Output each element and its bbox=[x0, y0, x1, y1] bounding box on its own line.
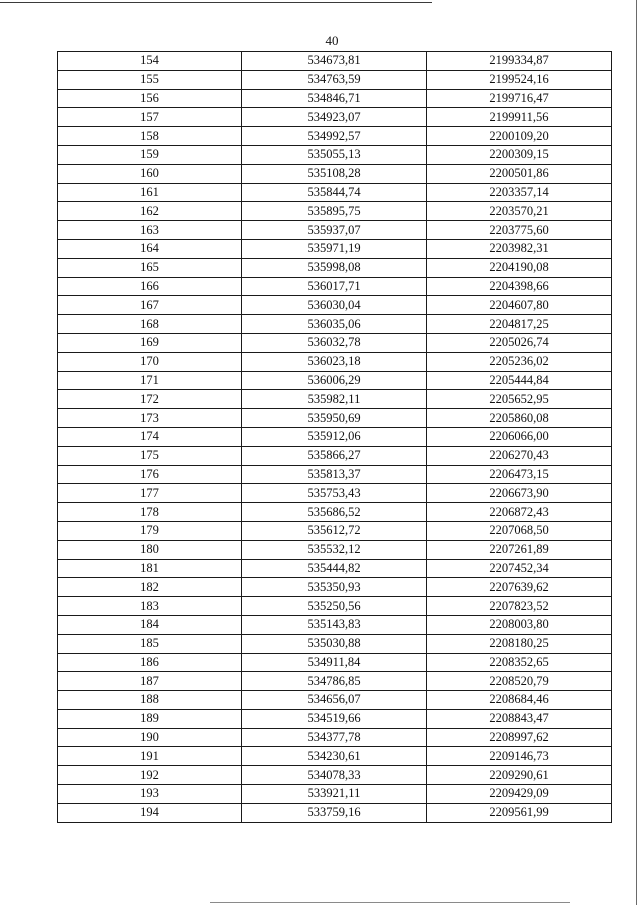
point-number-cell: 188 bbox=[58, 691, 242, 710]
x-coordinate-cell: 535895,75 bbox=[242, 202, 427, 221]
x-coordinate-cell: 535612,72 bbox=[242, 521, 427, 540]
point-number-cell: 170 bbox=[58, 352, 242, 371]
table-row bbox=[58, 127, 612, 146]
table-row bbox=[58, 597, 612, 616]
point-number-cell: 156 bbox=[58, 89, 242, 108]
x-coordinate-cell: 535982,11 bbox=[242, 390, 427, 409]
table-row bbox=[58, 540, 612, 559]
y-coordinate-cell: 2205652,95 bbox=[427, 390, 612, 409]
y-coordinate-cell: 2208684,46 bbox=[427, 691, 612, 710]
x-coordinate-cell: 536030,04 bbox=[242, 296, 427, 315]
table-row bbox=[58, 333, 612, 352]
point-number-cell: 176 bbox=[58, 465, 242, 484]
point-number-cell: 190 bbox=[58, 728, 242, 747]
x-coordinate-cell: 535532,12 bbox=[242, 540, 427, 559]
table-row bbox=[58, 427, 612, 446]
point-number-cell: 169 bbox=[58, 333, 242, 352]
y-coordinate-cell: 2205236,02 bbox=[427, 352, 612, 371]
x-coordinate-cell: 535971,19 bbox=[242, 239, 427, 258]
table-row bbox=[58, 202, 612, 221]
y-coordinate-cell: 2208352,65 bbox=[427, 653, 612, 672]
table-row bbox=[58, 183, 612, 202]
table-row bbox=[58, 709, 612, 728]
point-number-cell: 182 bbox=[58, 578, 242, 597]
point-number-cell: 191 bbox=[58, 747, 242, 766]
x-coordinate-cell: 534923,07 bbox=[242, 108, 427, 127]
y-coordinate-cell: 2204190,08 bbox=[427, 258, 612, 277]
table-row bbox=[58, 484, 612, 503]
coordinates-table-body bbox=[58, 52, 612, 823]
point-number-cell: 167 bbox=[58, 296, 242, 315]
table-row bbox=[58, 89, 612, 108]
point-number-cell: 166 bbox=[58, 277, 242, 296]
y-coordinate-cell: 2199716,47 bbox=[427, 89, 612, 108]
table-row bbox=[58, 691, 612, 710]
x-coordinate-cell: 535143,83 bbox=[242, 615, 427, 634]
table-row bbox=[58, 578, 612, 597]
x-coordinate-cell: 534992,57 bbox=[242, 127, 427, 146]
point-number-cell: 192 bbox=[58, 766, 242, 785]
table-row bbox=[58, 766, 612, 785]
x-coordinate-cell: 534519,66 bbox=[242, 709, 427, 728]
x-coordinate-cell: 535686,52 bbox=[242, 503, 427, 522]
table-row bbox=[58, 634, 612, 653]
y-coordinate-cell: 2199524,16 bbox=[427, 70, 612, 89]
y-coordinate-cell: 2200501,86 bbox=[427, 164, 612, 183]
y-coordinate-cell: 2207639,62 bbox=[427, 578, 612, 597]
y-coordinate-cell: 2207261,89 bbox=[427, 540, 612, 559]
y-coordinate-cell: 2208520,79 bbox=[427, 672, 612, 691]
x-coordinate-cell: 536006,29 bbox=[242, 371, 427, 390]
table-row bbox=[58, 70, 612, 89]
x-coordinate-cell: 536017,71 bbox=[242, 277, 427, 296]
point-number-cell: 160 bbox=[58, 164, 242, 183]
x-coordinate-cell: 534230,61 bbox=[242, 747, 427, 766]
table-row bbox=[58, 409, 612, 428]
point-number-cell: 189 bbox=[58, 709, 242, 728]
table-row bbox=[58, 108, 612, 127]
y-coordinate-cell: 2209429,09 bbox=[427, 785, 612, 804]
y-coordinate-cell: 2208843,47 bbox=[427, 709, 612, 728]
table-row bbox=[58, 145, 612, 164]
table-row bbox=[58, 164, 612, 183]
y-coordinate-cell: 2208997,62 bbox=[427, 728, 612, 747]
point-number-cell: 174 bbox=[58, 427, 242, 446]
y-coordinate-cell: 2204398,66 bbox=[427, 277, 612, 296]
x-coordinate-cell: 535055,13 bbox=[242, 145, 427, 164]
table-row bbox=[58, 465, 612, 484]
y-coordinate-cell: 2208180,25 bbox=[427, 634, 612, 653]
x-coordinate-cell: 535350,93 bbox=[242, 578, 427, 597]
point-number-cell: 154 bbox=[58, 52, 242, 71]
x-coordinate-cell: 535912,06 bbox=[242, 427, 427, 446]
point-number-cell: 162 bbox=[58, 202, 242, 221]
x-coordinate-cell: 536035,06 bbox=[242, 315, 427, 334]
point-number-cell: 173 bbox=[58, 409, 242, 428]
x-coordinate-cell: 535844,74 bbox=[242, 183, 427, 202]
y-coordinate-cell: 2209290,61 bbox=[427, 766, 612, 785]
point-number-cell: 179 bbox=[58, 521, 242, 540]
x-coordinate-cell: 534656,07 bbox=[242, 691, 427, 710]
point-number-cell: 165 bbox=[58, 258, 242, 277]
y-coordinate-cell: 2207823,52 bbox=[427, 597, 612, 616]
point-number-cell: 193 bbox=[58, 785, 242, 804]
x-coordinate-cell: 535753,43 bbox=[242, 484, 427, 503]
table-row bbox=[58, 352, 612, 371]
point-number-cell: 184 bbox=[58, 615, 242, 634]
point-number-cell: 159 bbox=[58, 145, 242, 164]
table-row bbox=[58, 521, 612, 540]
x-coordinate-cell: 535444,82 bbox=[242, 559, 427, 578]
y-coordinate-cell: 2206473,15 bbox=[427, 465, 612, 484]
y-coordinate-cell: 2204817,25 bbox=[427, 315, 612, 334]
point-number-cell: 171 bbox=[58, 371, 242, 390]
point-number-cell: 161 bbox=[58, 183, 242, 202]
y-coordinate-cell: 2199911,56 bbox=[427, 108, 612, 127]
x-coordinate-cell: 534846,71 bbox=[242, 89, 427, 108]
table-row bbox=[58, 277, 612, 296]
table-row bbox=[58, 239, 612, 258]
table-row bbox=[58, 785, 612, 804]
x-coordinate-cell: 536023,18 bbox=[242, 352, 427, 371]
table-row bbox=[58, 747, 612, 766]
x-coordinate-cell: 535998,08 bbox=[242, 258, 427, 277]
y-coordinate-cell: 2207068,50 bbox=[427, 521, 612, 540]
x-coordinate-cell: 534078,33 bbox=[242, 766, 427, 785]
point-number-cell: 163 bbox=[58, 221, 242, 240]
table-row bbox=[58, 371, 612, 390]
point-number-cell: 178 bbox=[58, 503, 242, 522]
table-row bbox=[58, 803, 612, 822]
x-coordinate-cell: 534673,81 bbox=[242, 52, 427, 71]
x-coordinate-cell: 534763,59 bbox=[242, 70, 427, 89]
table-row bbox=[58, 221, 612, 240]
point-number-cell: 158 bbox=[58, 127, 242, 146]
x-coordinate-cell: 534911,84 bbox=[242, 653, 427, 672]
scan-edge-top bbox=[0, 2, 432, 3]
x-coordinate-cell: 534377,78 bbox=[242, 728, 427, 747]
table-row bbox=[58, 390, 612, 409]
y-coordinate-cell: 2200109,20 bbox=[427, 127, 612, 146]
table-row bbox=[58, 503, 612, 522]
table-row bbox=[58, 446, 612, 465]
point-number-cell: 157 bbox=[58, 108, 242, 127]
y-coordinate-cell: 2207452,34 bbox=[427, 559, 612, 578]
point-number-cell: 164 bbox=[58, 239, 242, 258]
table-row bbox=[58, 672, 612, 691]
x-coordinate-cell: 535250,56 bbox=[242, 597, 427, 616]
x-coordinate-cell: 535108,28 bbox=[242, 164, 427, 183]
y-coordinate-cell: 2203357,14 bbox=[427, 183, 612, 202]
x-coordinate-cell: 536032,78 bbox=[242, 333, 427, 352]
x-coordinate-cell: 533759,16 bbox=[242, 803, 427, 822]
table-row bbox=[58, 728, 612, 747]
point-number-cell: 194 bbox=[58, 803, 242, 822]
scan-edge-right bbox=[636, 0, 637, 905]
point-number-cell: 186 bbox=[58, 653, 242, 672]
y-coordinate-cell: 2205444,84 bbox=[427, 371, 612, 390]
table-row bbox=[58, 615, 612, 634]
table-row bbox=[58, 52, 612, 71]
coordinates-table bbox=[57, 51, 612, 823]
point-number-cell: 187 bbox=[58, 672, 242, 691]
x-coordinate-cell: 535030,88 bbox=[242, 634, 427, 653]
point-number-cell: 185 bbox=[58, 634, 242, 653]
y-coordinate-cell: 2209561,99 bbox=[427, 803, 612, 822]
y-coordinate-cell: 2206270,43 bbox=[427, 446, 612, 465]
y-coordinate-cell: 2206872,43 bbox=[427, 503, 612, 522]
point-number-cell: 183 bbox=[58, 597, 242, 616]
point-number-cell: 180 bbox=[58, 540, 242, 559]
table-row bbox=[58, 258, 612, 277]
y-coordinate-cell: 2205026,74 bbox=[427, 333, 612, 352]
y-coordinate-cell: 2203775,60 bbox=[427, 221, 612, 240]
point-number-cell: 155 bbox=[58, 70, 242, 89]
point-number-cell: 172 bbox=[58, 390, 242, 409]
table-row bbox=[58, 296, 612, 315]
y-coordinate-cell: 2208003,80 bbox=[427, 615, 612, 634]
scan-edge-bottom bbox=[210, 902, 570, 903]
y-coordinate-cell: 2203982,31 bbox=[427, 239, 612, 258]
y-coordinate-cell: 2209146,73 bbox=[427, 747, 612, 766]
x-coordinate-cell: 535950,69 bbox=[242, 409, 427, 428]
x-coordinate-cell: 535813,37 bbox=[242, 465, 427, 484]
x-coordinate-cell: 535866,27 bbox=[242, 446, 427, 465]
y-coordinate-cell: 2203570,21 bbox=[427, 202, 612, 221]
table-row bbox=[58, 653, 612, 672]
x-coordinate-cell: 533921,11 bbox=[242, 785, 427, 804]
y-coordinate-cell: 2200309,15 bbox=[427, 145, 612, 164]
y-coordinate-cell: 2204607,80 bbox=[427, 296, 612, 315]
table-row bbox=[58, 315, 612, 334]
y-coordinate-cell: 2206673,90 bbox=[427, 484, 612, 503]
page-number: 40 bbox=[325, 33, 339, 48]
point-number-cell: 168 bbox=[58, 315, 242, 334]
point-number-cell: 175 bbox=[58, 446, 242, 465]
x-coordinate-cell: 534786,85 bbox=[242, 672, 427, 691]
table-row bbox=[58, 559, 612, 578]
y-coordinate-cell: 2206066,00 bbox=[427, 427, 612, 446]
point-number-cell: 177 bbox=[58, 484, 242, 503]
y-coordinate-cell: 2199334,87 bbox=[427, 52, 612, 71]
y-coordinate-cell: 2205860,08 bbox=[427, 409, 612, 428]
x-coordinate-cell: 535937,07 bbox=[242, 221, 427, 240]
point-number-cell: 181 bbox=[58, 559, 242, 578]
